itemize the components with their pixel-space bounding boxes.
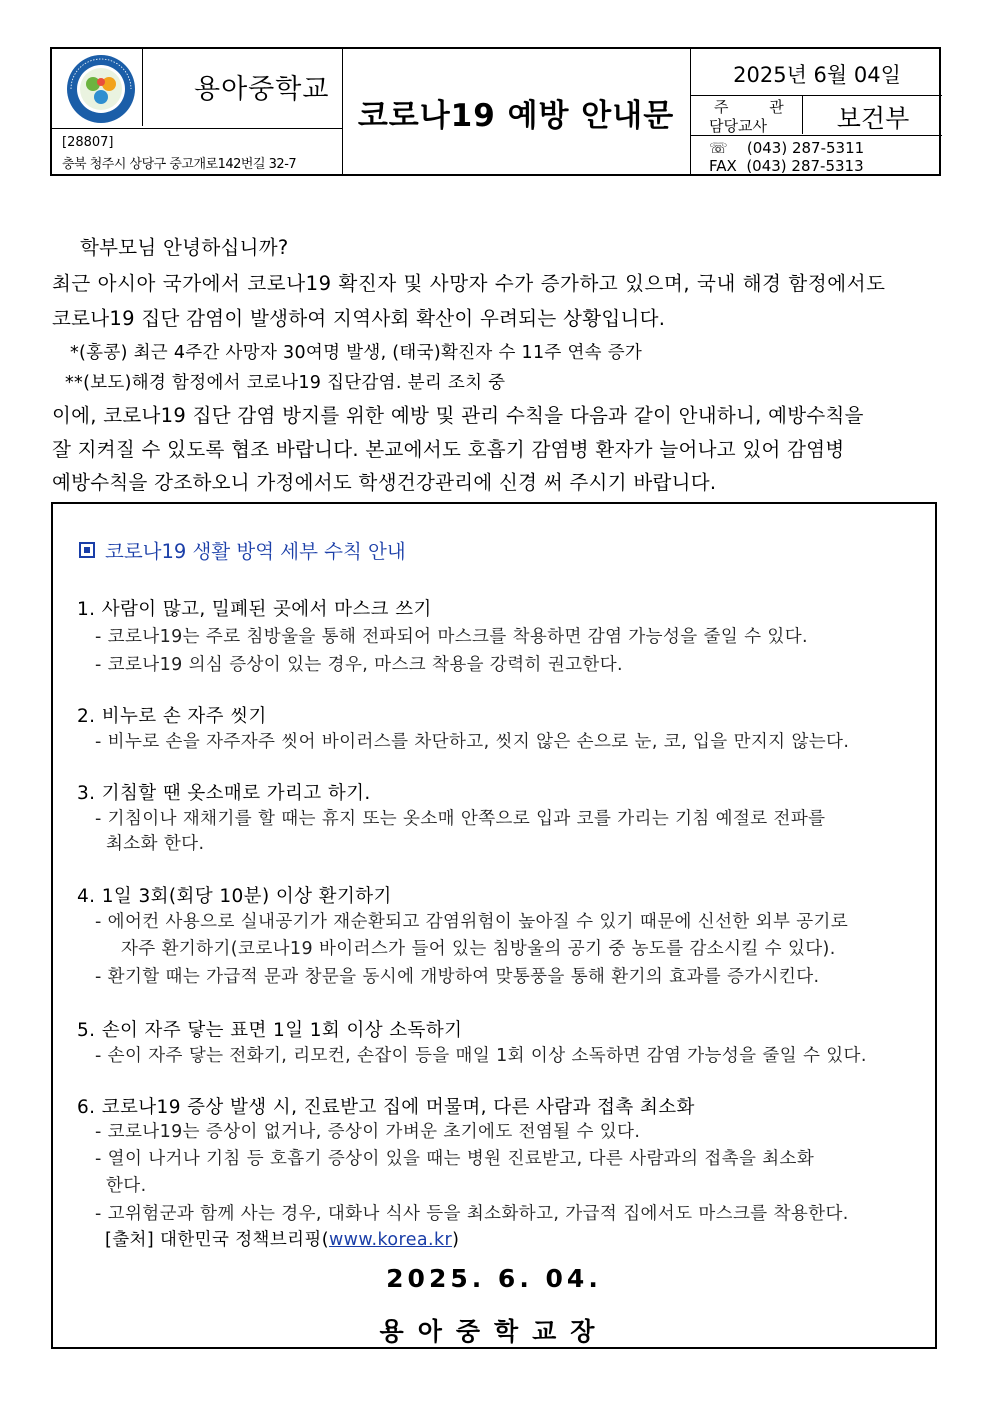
school-address: 충북 청주시 상당구 중고개로142번길 32-7: [62, 157, 297, 172]
section-item: - 열이 나거나 기침 등 호흡기 증상이 있을 때는 병원 진료받고, 다른 사람과의 접촉을 최소화: [95, 1149, 815, 1169]
section-title: 5. 손이 자주 닿는 표면 1일 1회 이상 소독하기: [77, 1020, 463, 1041]
department-name: 보건부: [836, 104, 910, 133]
document-header: [50, 47, 941, 176]
section-item: - 코로나19는 증상이 없거나, 증상이 가벼운 초기에도 전염될 수 있다.: [95, 1122, 641, 1142]
guide-title: [79, 536, 406, 564]
guide-title-text: 코로나19 생활 방역 세부 수칙 안내: [105, 540, 406, 563]
teacher-label: 담당교사: [709, 117, 767, 135]
intro-note: *(홍콩) 최근 4주간 사망자 30여명 발생, (태국)확진자 수 11주 연속 증가: [70, 343, 643, 363]
section-item: - 환기할 때는 가급적 문과 창문을 동시에 개방하여 맞통풍을 통해 환기의 효과를 증가시킨다.: [95, 967, 820, 987]
source-label: [출처] 대한민국 정책브리핑(: [105, 1230, 329, 1250]
section-item: 자주 환기하기(코로나19 바이러스가 들어 있는 침방울의 공기 중 농도를 감소시킬 수 있다).: [121, 939, 836, 959]
divider: [802, 95, 803, 134]
postal-code: [28807]: [62, 135, 114, 150]
section-item: - 고위험군과 함께 사는 경우, 대화나 식사 등을 최소화하고, 가급적 집에서도 마스크를 착용한다.: [95, 1204, 849, 1224]
section-item: - 기침이나 재채기를 할 때는 휴지 또는 옷소매 안쪽으로 입과 코를 가리는 기침 예절로 전파를: [95, 809, 826, 829]
section-item: 한다.: [106, 1176, 147, 1196]
intro-line: 잘 지켜질 수 있도록 협조 바랍니다. 본교에서도 호흡기 감염병 환자가 늘어나고 있어 감염병: [52, 438, 845, 461]
divider: [52, 128, 342, 129]
section-item: - 에어컨 사용으로 실내공기가 재순환되고 감염위험이 높아질 수 있기 때문에 신선한 외부 공기로: [95, 912, 849, 932]
divider: [690, 49, 691, 174]
square-bullet-icon: [79, 542, 95, 558]
tel-number: (043) 287-5311: [746, 139, 865, 157]
footer-date: 2025. 6. 04.: [386, 1264, 602, 1293]
source-link[interactable]: www.korea.kr: [328, 1230, 453, 1250]
document-title: 코로나19 예방 안내문: [357, 98, 675, 134]
section-title: 2. 비누로 손 자주 씻기: [77, 706, 267, 727]
footer-signature: 용아중학교장: [379, 1317, 609, 1346]
section-item: - 코로나19 의심 증상이 있는 경우, 마스크 착용을 강력히 권고한다.: [95, 655, 623, 675]
school-name: 용아중학교: [194, 74, 330, 105]
source-line: [105, 1226, 459, 1251]
section-title: 3. 기침할 땐 옷소매로 가리고 하기.: [77, 783, 371, 804]
tel-row: [709, 139, 864, 157]
document-date: 2025년 6월 04일: [733, 63, 901, 87]
jugwan-label: 주 관: [714, 98, 802, 116]
fax-number: FAX (043) 287-5313: [709, 157, 864, 175]
guide-box: [51, 502, 937, 1349]
intro-note: **(보도)해경 함정에서 코로나19 집단감염. 분리 조치 중: [65, 373, 506, 393]
intro-line: 예방수칙을 강조하오니 가정에서도 학생건강관리에 신경 써 주시기 바랍니다.: [52, 471, 717, 494]
section-title: 4. 1일 3회(회당 10분) 이상 환기하기: [77, 886, 392, 907]
intro-line: 최근 아시아 국가에서 코로나19 확진자 및 사망자 수가 증가하고 있으며, 국내 해경 함정에서도: [52, 272, 886, 295]
intro-line: 코로나19 집단 감염이 발생하여 지역사회 확산이 우려되는 상황입니다.: [52, 307, 666, 330]
section-item: 최소화 한다.: [106, 834, 205, 854]
greeting: 학부모님 안녕하십니까?: [80, 236, 289, 259]
section-item: - 손이 자주 닿는 전화기, 리모컨, 손잡이 등을 매일 1회 이상 소독하면 감염 가능성을 줄일 수 있다.: [95, 1046, 867, 1066]
section-item: - 코로나19는 주로 침방울을 통해 전파되어 마스크를 착용하면 감염 가능성을 줄일 수 있다.: [95, 627, 808, 647]
intro-line: 이에, 코로나19 집단 감염 방지를 위한 예방 및 관리 수칙을 다음과 같이 안내하니, 예방수칙을: [52, 404, 864, 427]
section-title: 1. 사람이 많고, 밀폐된 곳에서 마스크 쓰기: [77, 599, 432, 620]
source-close: ): [452, 1230, 460, 1250]
phone-icon: ☏: [709, 139, 728, 157]
section-item: - 비누로 손을 자주자주 씻어 바이러스를 차단하고, 씻지 않은 손으로 눈, 코, 입을 만지지 않는다.: [95, 732, 850, 752]
section-title: 6. 코로나19 증상 발생 시, 진료받고 집에 머물며, 다른 사람과 접촉 최소화: [77, 1097, 695, 1118]
school-logo: [55, 52, 147, 126]
